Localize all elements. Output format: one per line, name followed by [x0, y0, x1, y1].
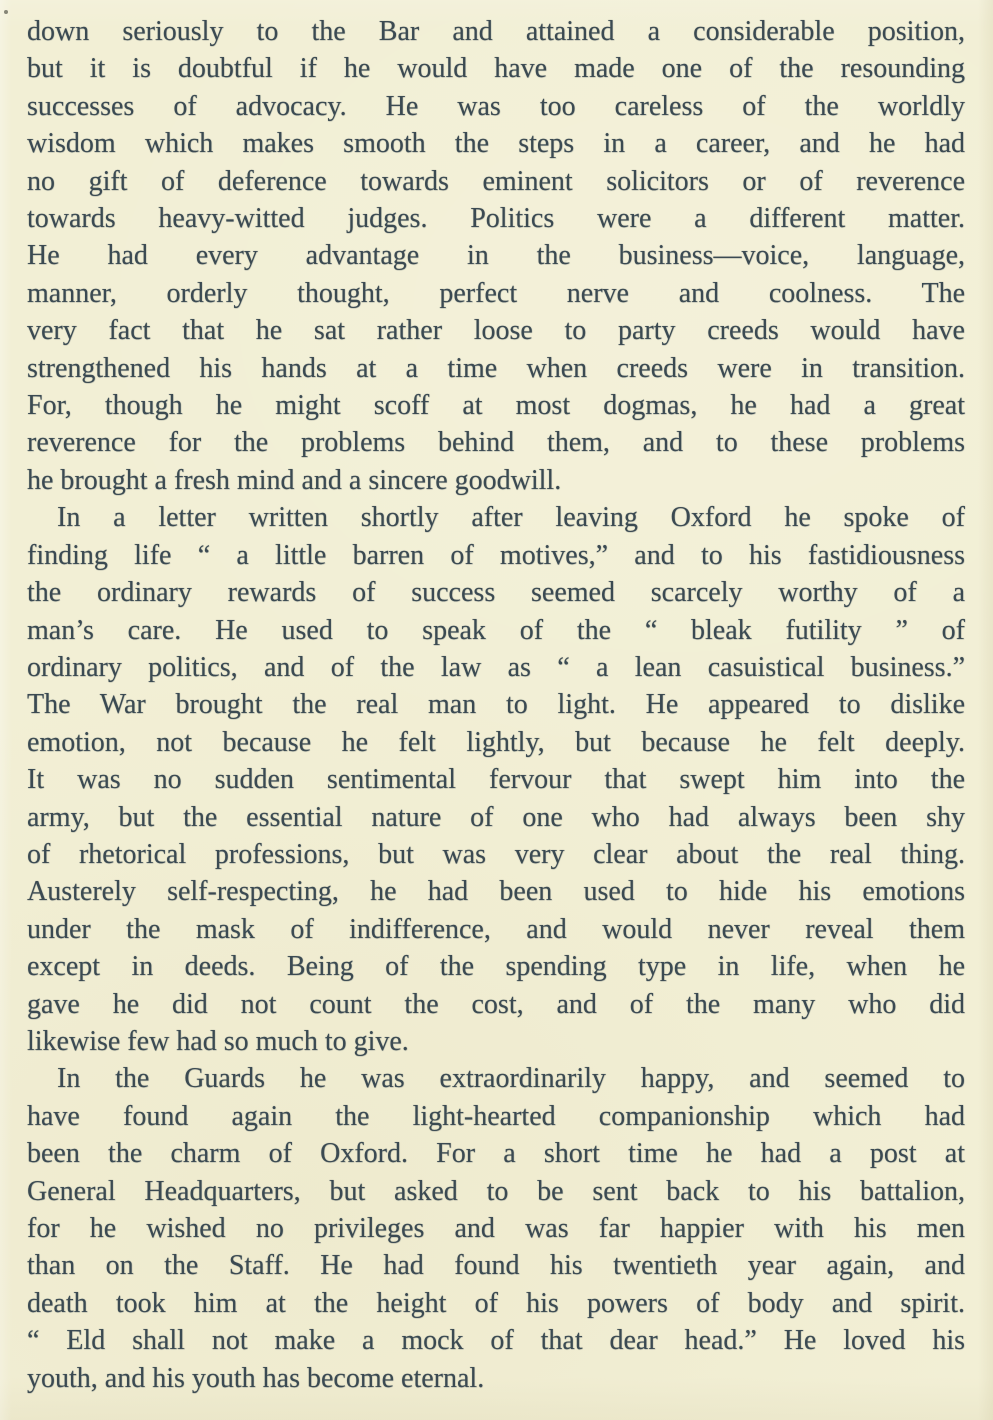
paragraph: [27, 499, 965, 1060]
text-line: He had every advantage in the business—voice, language,: [27, 240, 965, 272]
text-line: successes of advocacy. He was too careless of the worldly: [27, 90, 965, 122]
text-line: Austerely self-respecting, he had been used to hide his emotions: [27, 876, 965, 908]
text-line: towards heavy-witted judges. Politics were a different matter.: [27, 203, 965, 235]
text-line: In the Guards he was extraordinarily happy, and seemed to: [57, 1063, 965, 1095]
text-line: than on the Staff. He had found his twentieth year again, and: [27, 1250, 965, 1282]
text-line: General Headquarters, but asked to be sent back to his battalion,: [27, 1175, 965, 1207]
text-line: under the mask of indifference, and would never reveal them: [27, 913, 965, 945]
text-line: down seriously to the Bar and attained a considerable position,: [27, 16, 965, 47]
text-line: “ Eld shall not make a mock of that dear head.” He loved his: [27, 1325, 965, 1357]
text-line: no gift of deference towards eminent solicitors or of reverence: [27, 165, 965, 197]
text-line: death took him at the height of his powers of body and spirit.: [27, 1287, 965, 1319]
text-line: except in deeds. Being of the spending type in life, when he: [27, 951, 965, 983]
text-line: man’s care. He used to speak of the “ bleak futility ” of: [27, 614, 965, 646]
text-line: In a letter written shortly after leaving Oxford he spoke of: [57, 502, 965, 534]
text-line: reverence for the problems behind them, and to these problems: [27, 427, 965, 459]
text-line: very fact that he sat rather loose to party creeds would have: [27, 315, 965, 347]
text-line: wisdom which makes smooth the steps in a career, and he had: [27, 128, 965, 160]
text-line: The War brought the real man to light. He appeared to dislike: [27, 689, 965, 721]
page-text: [27, 13, 965, 1397]
text-line: of rhetorical professions, but was very clear about the real thing.: [27, 838, 965, 870]
text-line: finding life “ a little barren of motives,” and to his fastidiousness: [27, 539, 965, 571]
text-line: but it is doubtful if he would have made one of the resounding: [27, 53, 965, 85]
text-line: It was no sudden sentimental fervour that swept him into the: [27, 764, 965, 796]
scan-speck: [4, 10, 8, 14]
text-line: been the charm of Oxford. For a short time he had a post at: [27, 1138, 965, 1170]
text-line: manner, orderly thought, perfect nerve and coolness. The: [27, 277, 965, 309]
text-line: ordinary politics, and of the law as “ a lean casuistical business.”: [27, 651, 965, 683]
text-line: strengthened his hands at a time when creeds were in transition.: [27, 352, 965, 384]
text-line: likewise few had so much to give.: [27, 1025, 409, 1057]
text-line: emotion, not because he felt lightly, but because he felt deeply.: [27, 726, 965, 758]
text-line: youth, and his youth has become eternal.: [27, 1362, 485, 1394]
text-line: have found again the light-hearted companionship which had: [27, 1100, 965, 1132]
text-line: the ordinary rewards of success seemed scarcely worthy of a: [27, 577, 965, 609]
text-line: for he wished no privileges and was far happier with his men: [27, 1213, 965, 1244]
text-line: gave he did not count the cost, and of the many who did: [27, 988, 965, 1020]
text-line: army, but the essential nature of one who had always been shy: [27, 801, 965, 833]
text-line: he brought a fresh mind and a sincere goodwill.: [27, 464, 562, 496]
paragraph: [27, 1060, 965, 1397]
text-line: For, though he might scoff at most dogmas, he had a great: [27, 390, 965, 422]
paragraph: [27, 13, 965, 499]
